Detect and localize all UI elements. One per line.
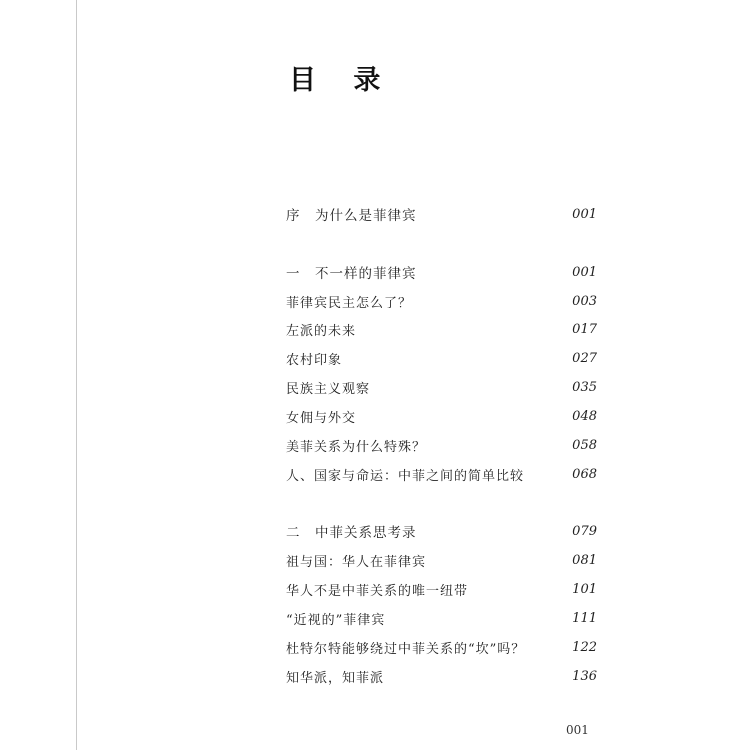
- toc-entry-page: 027: [572, 350, 597, 366]
- toc-row-part-one[interactable]: [286, 261, 597, 283]
- toc-row-part-two[interactable]: [286, 520, 597, 542]
- toc-entry-title: 一 不一样的菲律宾: [286, 266, 417, 282]
- toc-row[interactable]: [286, 376, 597, 398]
- toc-entry-title: 华人不是中菲关系的唯一纽带: [286, 583, 469, 599]
- toc-entry-title: 民族主义观察: [286, 381, 371, 397]
- toc-entry-page: 068: [572, 466, 597, 482]
- toc-entry-title: 菲律宾民主怎么了？: [286, 295, 413, 311]
- toc-entry-page: 081: [572, 552, 597, 568]
- toc-row[interactable]: [286, 405, 597, 427]
- toc-row[interactable]: [286, 347, 597, 369]
- toc-row[interactable]: [286, 607, 597, 629]
- toc-entry-title: 祖与国：华人在菲律宾: [286, 554, 427, 570]
- page-number-footer: 001: [566, 723, 589, 737]
- toc-entry-title: “近视的”菲律宾: [286, 612, 386, 628]
- toc-row-preface[interactable]: [286, 203, 597, 225]
- toc-entry-title: 二 中菲关系思考录: [286, 525, 417, 541]
- toc-row[interactable]: [286, 463, 597, 485]
- toc-entry-page: 017: [572, 321, 597, 337]
- toc-row[interactable]: [286, 578, 597, 600]
- toc-entry-title: 人、国家与命运：中菲之间的简单比较: [286, 468, 525, 484]
- toc-entry-page: 001: [572, 206, 597, 222]
- toc-entry-title: 左派的未来: [286, 323, 357, 339]
- toc-row[interactable]: [286, 549, 597, 571]
- toc-row[interactable]: [286, 636, 597, 658]
- page-title: 目 录: [289, 65, 395, 96]
- toc-entry-page: 122: [572, 639, 597, 655]
- toc-row[interactable]: [286, 665, 597, 687]
- toc-entry-page: 111: [572, 610, 597, 626]
- toc-entry-page: 101: [572, 581, 597, 597]
- toc-entry-page: 079: [572, 523, 597, 539]
- toc-entry-title: 女佣与外交: [286, 410, 357, 426]
- toc-entry-page: 003: [572, 293, 597, 309]
- toc-entry-title: 序 为什么是菲律宾: [286, 208, 417, 224]
- toc-entry-title: 农村印象: [286, 352, 343, 368]
- page-gutter-line: [76, 0, 77, 750]
- toc-entry-page: 058: [572, 437, 597, 453]
- toc-entry-page: 001: [572, 264, 597, 280]
- toc-entry-page: 035: [572, 379, 597, 395]
- toc-entry-page: 048: [572, 408, 597, 424]
- toc-entry-title: 知华派，知菲派: [286, 670, 385, 686]
- toc-entry-title: 美菲关系为什么特殊？: [286, 439, 427, 455]
- toc-row[interactable]: [286, 318, 597, 340]
- toc-entry-title: 杜特尔特能够绕过中菲关系的“坎”吗？: [286, 641, 526, 657]
- toc-row[interactable]: [286, 290, 597, 312]
- toc-row[interactable]: [286, 434, 597, 456]
- toc-entry-page: 136: [572, 668, 597, 684]
